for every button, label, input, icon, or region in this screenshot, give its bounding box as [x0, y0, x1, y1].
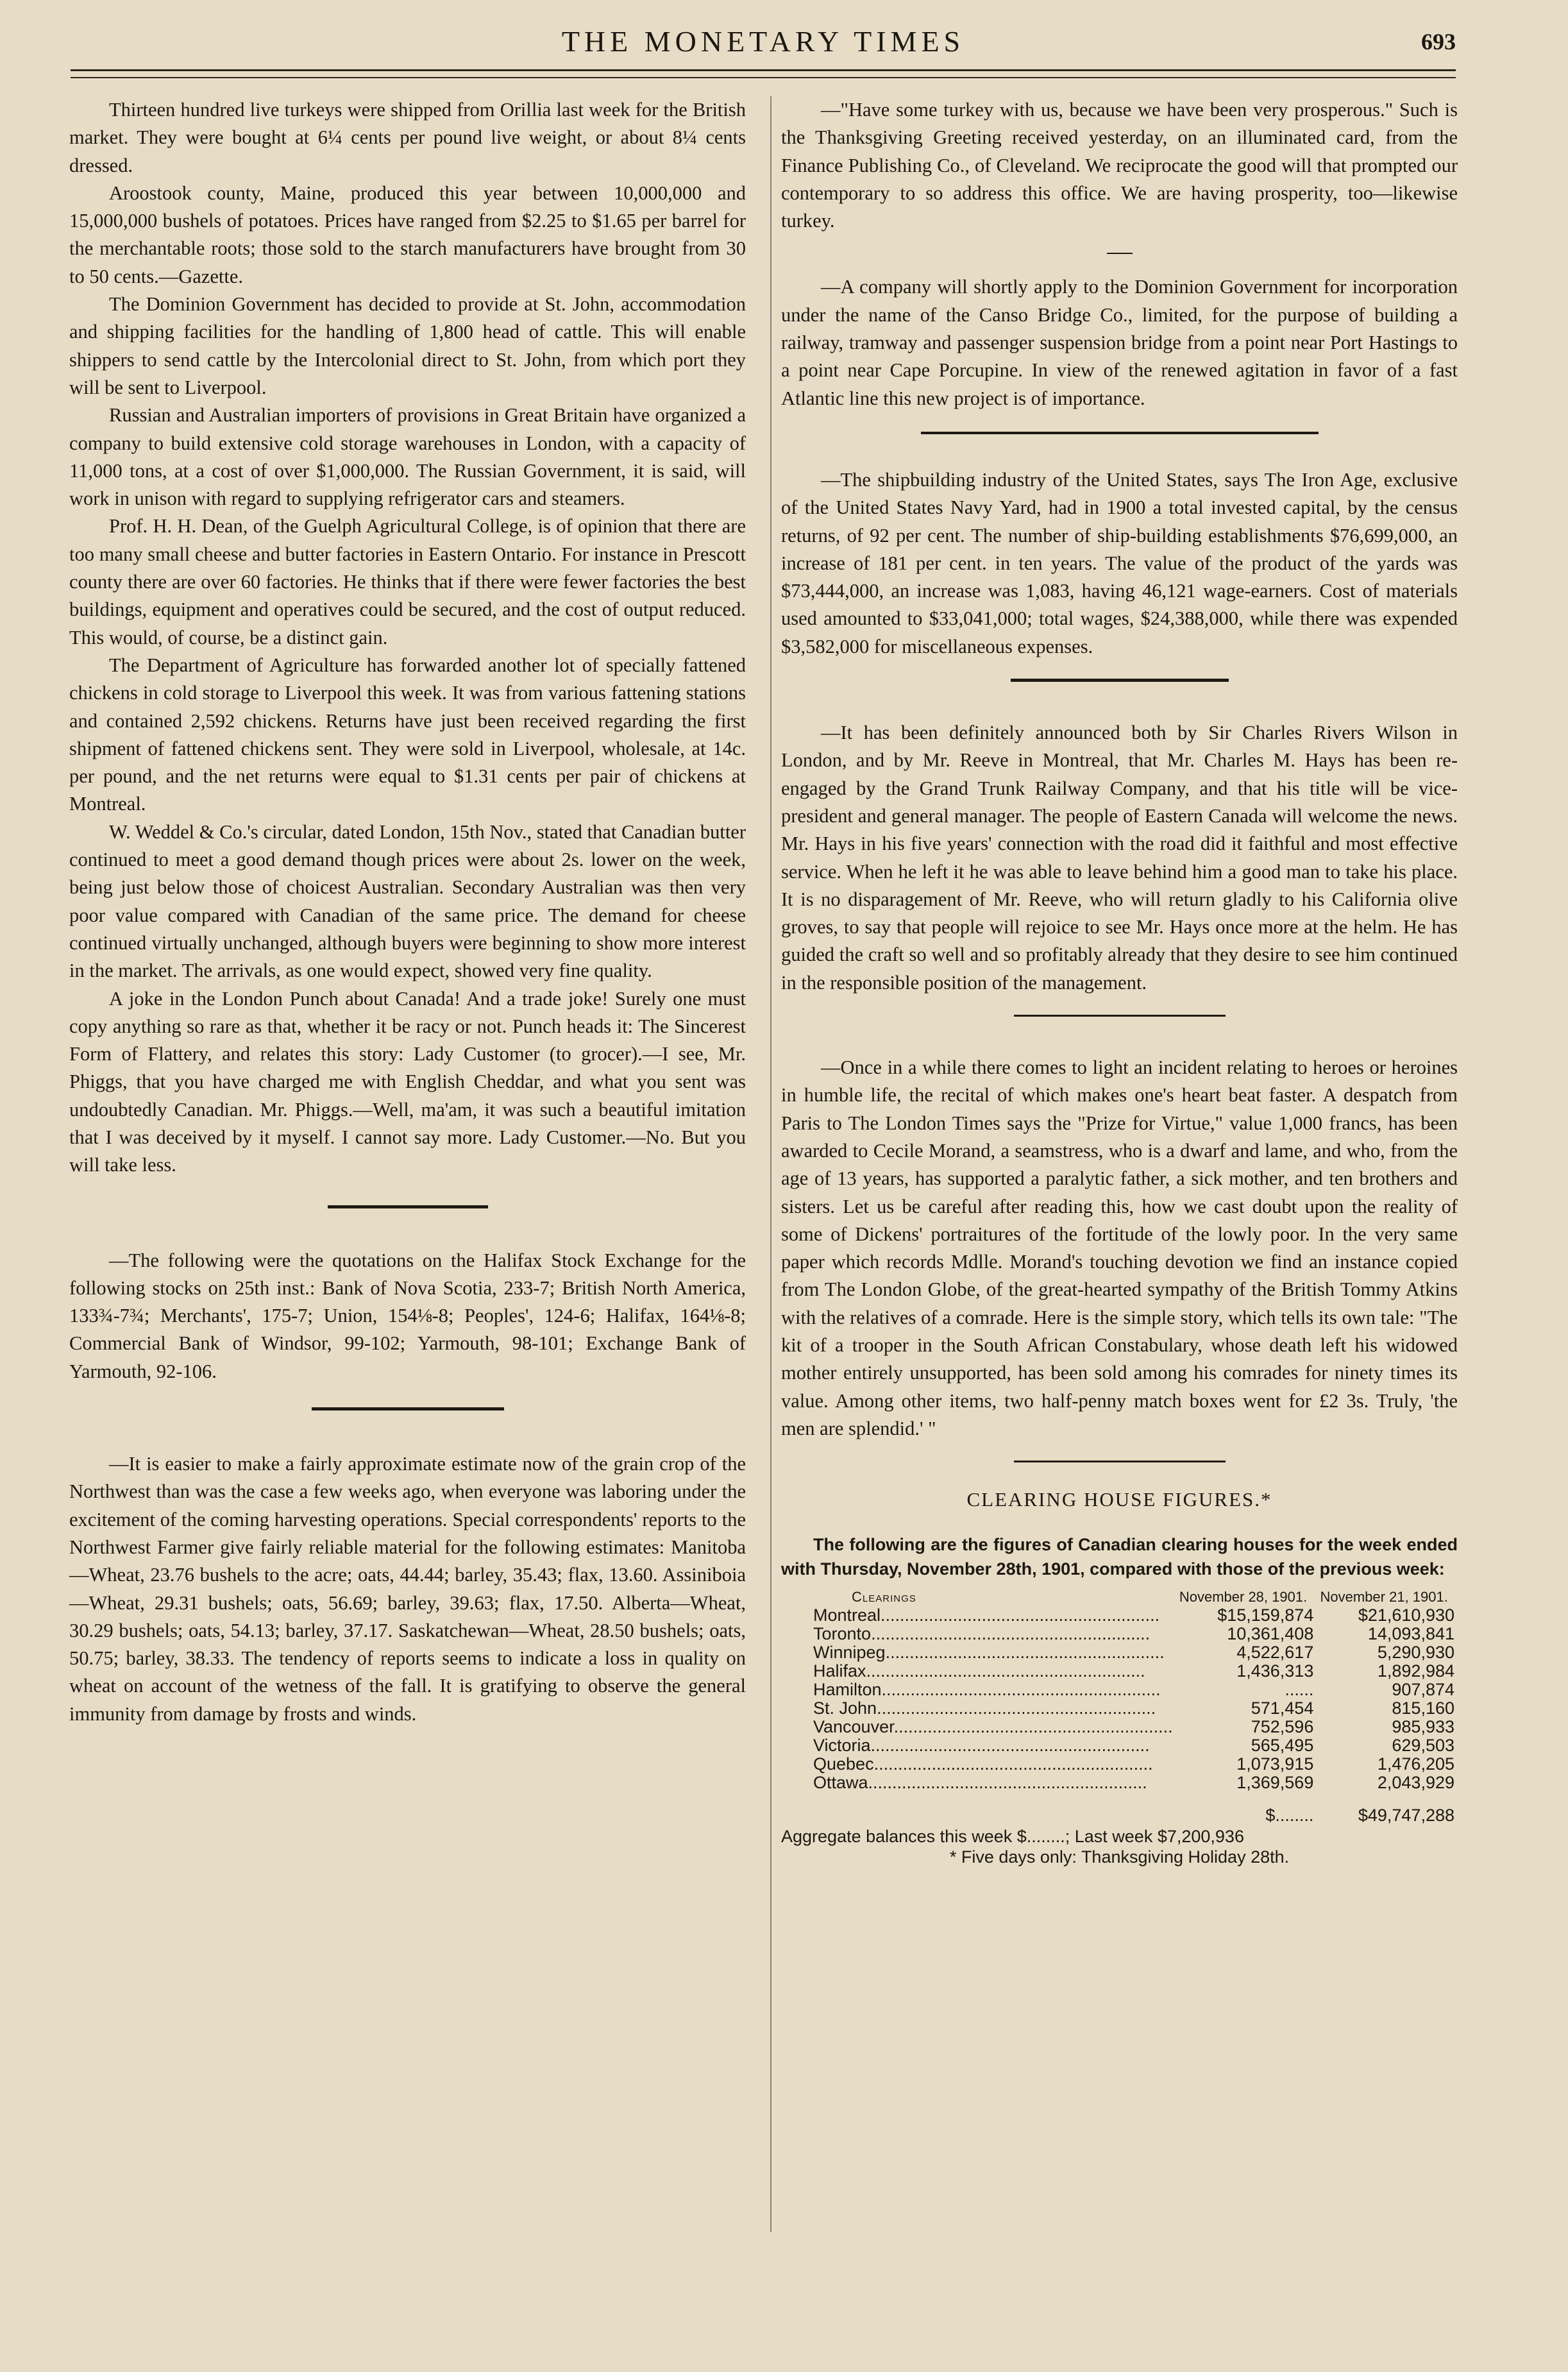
city-name: Hamilton..........................................................: [813, 1681, 1161, 1700]
city-name: Victoria..........................................................: [813, 1736, 1150, 1756]
table-row: [813, 1755, 1454, 1774]
dot-leader: ..........................................................: [870, 1736, 1150, 1756]
clearing-nov-28: $15,159,874: [1217, 1605, 1314, 1625]
city-name: Montreal..........................................................: [813, 1606, 1160, 1625]
item-fattened-chickens: The Department of Agriculture has forwarded another lot of specially fattened chickens in cold storage to Liverpool this week. It was from various fattening stations and contained 2,592 chickens. Returns have just been received regarding the first shipment of fattened chickens sent. They were sold in Liverpool, wholesale, at 14c. per pound, and the net returns were equal to $1.31 cents per pair of chickens at Montreal.: [69, 654, 746, 815]
clearing-nov-28: 571,454: [1251, 1699, 1314, 1718]
dot-leader: ..........................................................: [881, 1681, 1161, 1700]
dot-leader: ..........................................................: [885, 1643, 1165, 1663]
table-row: [813, 1662, 1454, 1681]
clearing-nov-28: 10,361,408: [1227, 1624, 1314, 1644]
clearing-nov-28: 4,522,617: [1236, 1643, 1314, 1663]
table-row: [813, 1736, 1454, 1755]
clearing-nov-21: 907,874: [1392, 1680, 1454, 1700]
clearing-nov-28: 1,369,569: [1236, 1773, 1314, 1793]
clearing-house-table: [813, 1588, 1454, 1825]
column-divider: [770, 96, 771, 2232]
header-rule-bottom: [71, 77, 1456, 78]
table-row: [813, 1774, 1454, 1792]
clearing-house-intro: The following are the figures of Canadian clearing houses for the week ended with Thursday, November 28th, 1901, compared with those of the previous week:: [781, 1535, 1458, 1579]
item-punch-joke: A joke in the London Punch about Canada! And a trade joke! Surely one must copy anything so rare as that, whether it be racy or not. Punch heads it: The Sincerest Form of Flattery, and relates this story: Lady Customer (to grocer).—I see, Mr. Phiggs, that you have charged me with English Cheddar, and what you sent was undoubtedly Canadian. Mr. Phiggs.—Well, ma'am, it was such a beautiful imitation that I was deceived by it myself. I cannot say more. Lady Customer.—No. But you will take less.: [69, 987, 746, 1176]
city-name: Winnipeg..........................................................: [813, 1643, 1165, 1663]
clearing-nov-21: 14,093,841: [1367, 1624, 1454, 1644]
clearing-house-title: CLEARING HOUSE FIGURES.*: [966, 1488, 1272, 1511]
table-row: [813, 1699, 1454, 1718]
item-northwest-grain: —It is easier to make a fairly approximate estimate now of the grain crop of the Northwest than was the case a few weeks ago, when everyone was laboring under the excitement of the coming harvesting operations. Special correspondents' reports to the Northwest Farmer give fairly reliable material for the following estimates: Manitoba—Wheat, 23.76 bushels to the acre; oats, 44.44; barley, 35.43; flax, 13.60. Assiniboia —Wheat, 29.31 bushels; oats, 56.69; barley, 39.63; flax, 17.50. Alberta—Wheat, 30.29 bushels; oats, 54.13; barley, 37.17. Saskatchewan—Wheat, 28.50 bushels; oats, 50.75; barley, 38.33. The tendency of reports seems to indicate a loss in quality on wheat on account of the wetness of the fall. It is gratifying to observe the general immunity from damage by frosts and winds.: [69, 1453, 746, 1725]
total-nov-21: $49,747,288: [1358, 1806, 1454, 1826]
city-name: Toronto..........................................................: [813, 1625, 1151, 1644]
page-number: 693: [1421, 29, 1456, 55]
publication-title: THE MONETARY TIMES: [561, 25, 965, 58]
item-cold-storage-london: Russian and Australian importers of provisions in Great Britain have organized a company to build extensive cold storage warehouses in London, with a capacity of 11,000 tons, at a cost of over $1,000,000. The Russian Government, it is said, will work in unison with regard to supplying refrigerator cars and steamers.: [69, 404, 746, 510]
clearing-nov-28: 565,495: [1251, 1736, 1314, 1756]
section-divider: [1014, 1461, 1226, 1462]
column-header-clearings: Clearings: [852, 1589, 916, 1605]
clearing-nov-21: 815,160: [1392, 1699, 1454, 1718]
column-header-nov-21: November 21, 1901.: [1320, 1589, 1448, 1605]
table-header-row: [813, 1588, 1454, 1606]
clearing-nov-28: 752,596: [1251, 1717, 1314, 1737]
header-rule-top: [71, 69, 1456, 71]
clearing-nov-28: ......: [1285, 1680, 1314, 1700]
item-grand-trunk-hays: —It has been definitely announced both by Sir Charles Rivers Wilson in London, and by Mr. Reeve in Montreal, that Mr. Charles M. Hays has been re-engaged by the Grand Trunk Railway Company, and that his title will be vice-president and general manager. The people of Eastern Canada will welcome the news. Mr. Hays in his five years' connection with the road did it faithful and most effective service. When he left it he was able to leave behind him a good man to take his place. It is no disparagement of Mr. Reeve, who will return gladly to his California olive groves, to say that people will rejoice to see Mr. Hays once more at the helm. He has guided the craft so well and so profitably already that they desire to see him continued in the responsible position of the management.: [781, 722, 1458, 994]
clearing-nov-21: $21,610,930: [1358, 1605, 1454, 1625]
item-orillia-turkeys: Thirteen hundred live turkeys were shipped from Orillia last week for the British market. They were bought at 6¼ cents per pound live weight, or about 8¼ cents dressed.: [69, 99, 746, 176]
dot-leader: ..........................................................: [893, 1718, 1173, 1737]
city-name: Ottawa..........................................................: [813, 1774, 1147, 1793]
clearing-nov-21: 1,892,984: [1377, 1661, 1454, 1681]
left-column: [69, 96, 746, 1728]
clearing-nov-21: 2,043,929: [1377, 1773, 1454, 1793]
total-nov-28: $........: [1265, 1806, 1314, 1826]
aggregate-balances: Aggregate balances this week $........; Last week $7,200,936: [781, 1827, 1244, 1847]
clearing-footnote: * Five days only: Thanksgiving Holiday 28th.: [949, 1847, 1290, 1867]
section-divider: [328, 1205, 488, 1208]
city-name: St. John..........................................................: [813, 1699, 1156, 1718]
table-row: [813, 1718, 1454, 1736]
clearing-nov-21: 1,476,205: [1377, 1754, 1454, 1774]
section-divider: [1107, 253, 1133, 254]
clearing-nov-21: 985,933: [1392, 1717, 1454, 1737]
item-canso-bridge: —A company will shortly apply to the Dominion Government for incorporation under the name of the Canso Bridge Co., limited, for the purpose of building a railway, tramway and passenger suspension bridge from a point near Port Hastings to a point near Cape Porcupine. In view of the renewed agitation in favor of a fast Atlantic line this new project is of importance.: [781, 276, 1458, 409]
table-row: [813, 1625, 1454, 1643]
section-divider: [1014, 1015, 1226, 1017]
right-column: [781, 96, 1458, 1867]
table-row: [813, 1606, 1454, 1625]
clearing-nov-28: 1,436,313: [1236, 1661, 1314, 1681]
clearing-nov-21: 629,503: [1392, 1736, 1454, 1756]
item-aroostook-potatoes: Aroostook county, Maine, produced this year between 10,000,000 and 15,000,000 bushels of potatoes. Prices have ranged from $2.25 to $1.65 per barrel for the merchantable roots; those sold to the starch manufacturers have brought from 30 to 50 cents.—Gazette.: [69, 182, 746, 287]
item-thanksgiving-greeting: —"Have some turkey with us, because we have been very prosperous." Such is the Thanksgiving Greeting received yesterday, on an illuminated card, from the Finance Publishing Co., of Cleveland. We reciprocate the good will that prompted our contemporary to so address this office. We are having prosperity, too—likewise turkey.: [781, 99, 1458, 232]
dot-leader: ..........................................................: [877, 1699, 1156, 1718]
item-halifax-quotations: —The following were the quotations on the Halifax Stock Exchange for the following stocks on 25th inst.: Bank of Nova Scotia, 233-7; British North America, 133¾-7¾; Merchants', 175-7; Union, 154⅛-8; Peoples', 124-6; Halifax, 164⅛-8; Commercial Bank of Windsor, 99-102; Yarmouth, 98-101; Exchange Bank of Yarmouth, 92-106.: [69, 1249, 746, 1382]
table-row: [813, 1681, 1454, 1699]
column-header-nov-28: November 28, 1901.: [1179, 1589, 1308, 1605]
city-name: Halifax..........................................................: [813, 1662, 1145, 1681]
item-prize-for-virtue: —Once in a while there comes to light an incident relating to heroes or heroines in humble life, the recital of which makes one's heart beat faster. A despatch from Paris to The London Times says the "Prize for Virtue," value 1,000 francs, has been awarded to Cecile Morand, a seamstress, who is a dwarf and lame, and who, from the age of 13 years, has supported a paralytic father, a sick mother, and ten brothers and sisters. Let us be careful after reading this, how we cast doubt upon the reality of some of Dickens' portraitures of the fortitude of the lowly poor. In the very same paper which records Mdlle. Morand's touching devotion we find an instance copied from The London Globe, of the great-hearted sympathy of the British Tommy Atkins with the relatives of a comrade. Here is the simple story, which tells its own tale: "The kit of a trooper in the South African Constabulary, whose death left his widowed mother entirely unsupported, has been sold among his comrades for ninety times its value. Among other items, two half-penny match boxes went for £2 3s. Truly, 'the men are splendid.' ": [781, 1056, 1458, 1439]
item-weddel-circular: W. Weddel & Co.'s circular, dated London, 15th Nov., stated that Canadian butter continued to meet a good demand though prices were about 2s. lower on the week, being just below those of choicest Australian. Secondary Australian was then very poor value compared with Canadian of the same price. The demand for cheese continued virtually unchanged, although buyers were beginning to show more interest in the market. The arrivals, as one would expect, showed very fine quality.: [69, 820, 746, 982]
table-total-row: [813, 1792, 1454, 1825]
section-divider: [1011, 679, 1229, 682]
dot-leader: ..........................................................: [873, 1755, 1153, 1774]
dot-leader: ..........................................................: [871, 1625, 1151, 1644]
city-name: Vancouver..........................................................: [813, 1718, 1173, 1737]
clearing-nov-21: 5,290,930: [1377, 1643, 1454, 1663]
section-divider: [312, 1407, 504, 1410]
dot-leader: ..........................................................: [866, 1662, 1145, 1681]
city-name: Quebec..........................................................: [813, 1755, 1153, 1774]
table-row: [813, 1643, 1454, 1662]
section-divider: [921, 432, 1319, 434]
page-header: [71, 24, 1456, 63]
item-st-john-cattle: The Dominion Government has decided to provide at St. John, accommodation and shipping facilities for the handling of 1,800 head of cattle. This will enable shippers to send cattle by the Intercolonial direct to St. John, from which port they will be sent to Liverpool.: [69, 293, 746, 398]
clearing-nov-28: 1,073,915: [1236, 1754, 1314, 1774]
dot-leader: ..........................................................: [881, 1606, 1160, 1625]
clearing-house-rows: [813, 1606, 1454, 1792]
dot-leader: ..........................................................: [868, 1774, 1147, 1793]
item-prof-dean-factories: Prof. H. H. Dean, of the Guelph Agricultural College, is of opinion that there are too many small cheese and butter factories in Eastern Ontario. For instance in Prescott county there are over 60 factories. He thinks that if there were fewer factories the best buildings, equipment and operatives could be secured, and the cost of output reduced. This would, of course, be a distinct gain.: [69, 515, 746, 648]
item-shipbuilding: —The shipbuilding industry of the United States, says The Iron Age, exclusive of the United States Navy Yard, had in 1900 a total invested capital, by the census returns, of 92 per cent. The number of ship-building establishments $76,699,000, an increase of 181 per cent. in ten years. The value of the product of the yards was $73,444,000, an increase was 1,083, having 46,121 wage-earners. Cost of materials used amounted to $33,041,000; total wages, $24,388,000, while there was expended $3,582,000 for miscellaneous expenses.: [781, 468, 1458, 657]
